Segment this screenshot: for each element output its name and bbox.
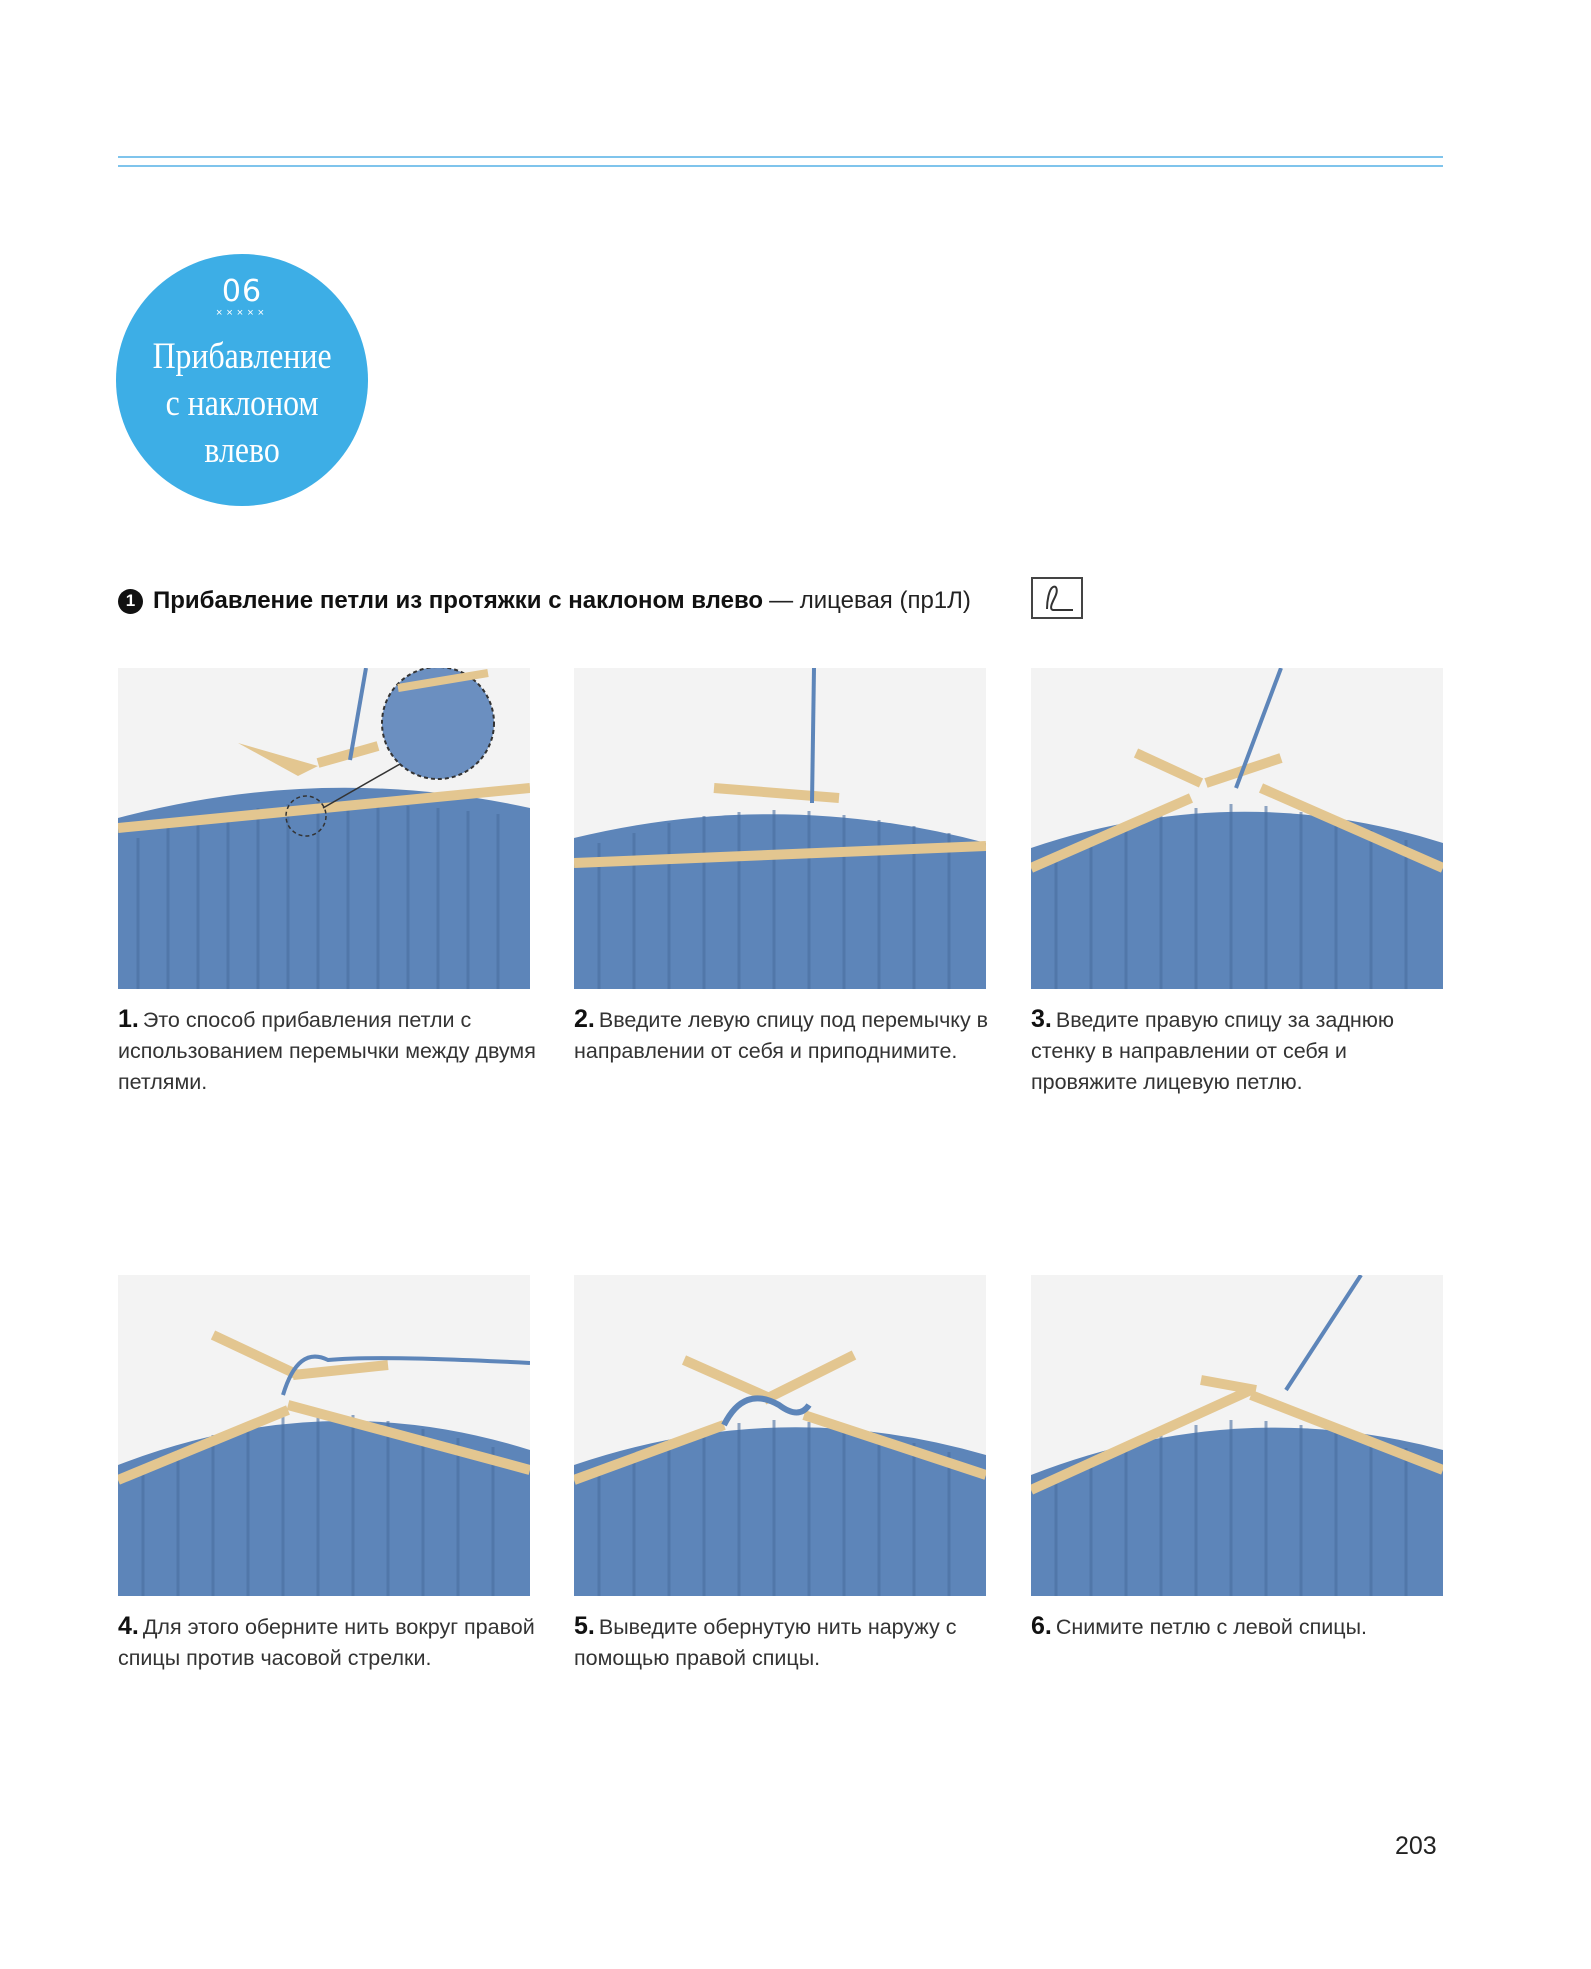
step-6-number: 6. [1031, 1612, 1052, 1640]
step-4-number: 4. [118, 1612, 139, 1640]
page-number: 203 [1395, 1832, 1437, 1860]
section-title-rest: — лицевая (пр1Л) [769, 587, 971, 614]
step-5-photo [574, 1275, 986, 1596]
step-4-photo [118, 1275, 530, 1596]
step-3-caption [1031, 1004, 1451, 1098]
step-5-caption [574, 1611, 994, 1674]
header-rule-top [118, 156, 1443, 158]
step-1-caption [118, 1004, 538, 1098]
step-4-text: Для этого оберните нить вокруг правой спицы против часовой стрелки. [118, 1615, 535, 1670]
badge-title-line-3: влево [204, 430, 280, 471]
step-6-text: Снимите петлю с левой спицы. [1055, 1615, 1367, 1639]
step-5-text: Выведите обернутую нить наружу с помощью правой спицы. [574, 1615, 957, 1670]
knit-symbol-icon [1031, 577, 1083, 619]
step-2-caption [574, 1004, 994, 1067]
step-6-caption [1031, 1611, 1451, 1643]
step-2-number: 2. [574, 1005, 595, 1033]
step-3-number: 3. [1031, 1005, 1052, 1033]
step-2-photo [574, 668, 986, 989]
step-2-text: Введите левую спицу под перемычку в направлении от себя и приподнимите. [574, 1008, 989, 1063]
step-6-photo [1031, 1275, 1443, 1596]
step-1-number: 1. [118, 1005, 139, 1033]
badge-title [152, 333, 331, 474]
section-heading [118, 584, 971, 618]
step-5-number: 5. [574, 1612, 595, 1640]
step-1-photo [118, 668, 530, 989]
step-3-photo [1031, 668, 1443, 989]
step-4-caption [118, 1611, 538, 1674]
section-title-bold: Прибавление петли из протяжки с наклоном влево [153, 587, 764, 614]
badge-title-line-1: Прибавление [152, 336, 332, 377]
badge-title-line-2: с наклоном [165, 383, 319, 424]
step-1-text: Это способ прибавления петли с использованием перемычки между двумя петлями. [118, 1008, 536, 1094]
step-3-text: Введите правую спицу за заднюю стенку в направлении от себя и провяжите лицевую петлю. [1031, 1008, 1395, 1094]
badge-number: 06 [221, 274, 263, 309]
header-rule-bottom [118, 165, 1443, 167]
chapter-badge [116, 254, 368, 506]
badge-dots: ××××× [215, 307, 269, 319]
section-number-badge: 1 [118, 589, 143, 614]
